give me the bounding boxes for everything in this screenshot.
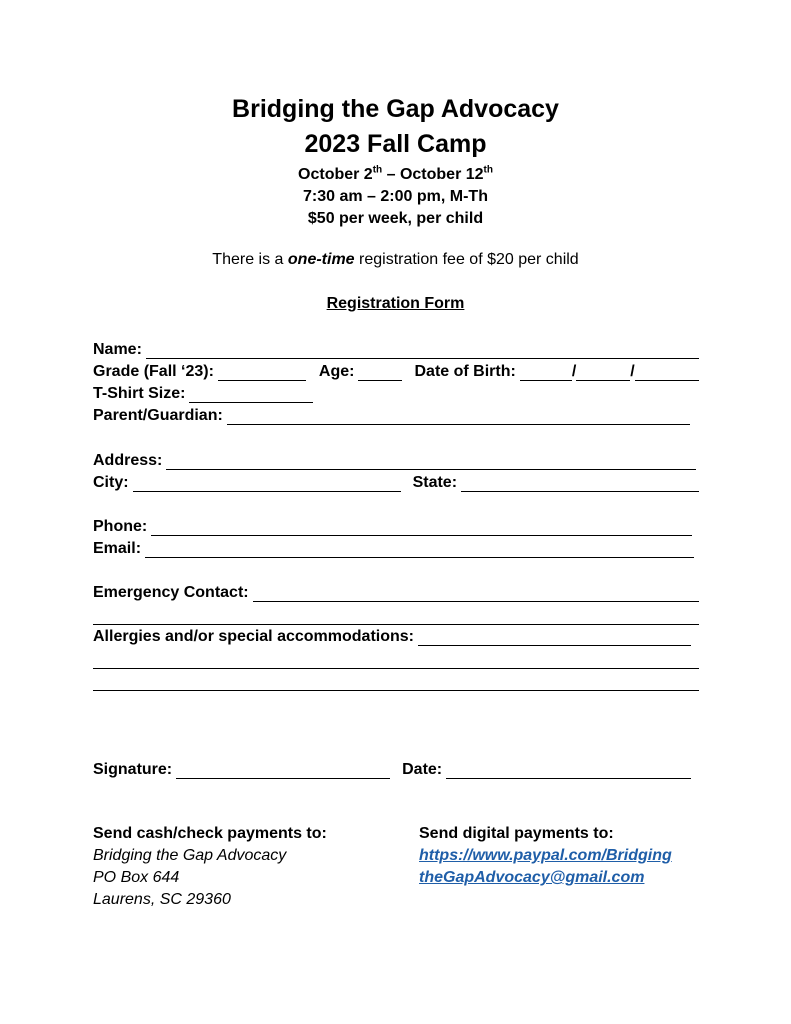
camp-price: $50 per week, per child: [307, 210, 484, 227]
emergency-row: [93, 581, 699, 602]
parent-row: [93, 404, 690, 425]
date-start: October 2: [298, 166, 373, 183]
fee-note-before: There is a: [212, 251, 288, 268]
grade-age-dob-row: [93, 360, 699, 381]
cash-payment-pobox: PO Box 644: [93, 869, 180, 886]
date-end-suffix: th: [483, 164, 493, 176]
emergency-extra-line[interactable]: [93, 603, 699, 625]
allergies-field[interactable]: [418, 630, 691, 646]
city-state-row: [93, 471, 699, 492]
dob-separator: /: [571, 363, 577, 380]
form-heading: Registration Form: [326, 295, 465, 312]
tshirt-label: T-Shirt Size:: [93, 385, 186, 402]
name-field[interactable]: [146, 343, 699, 359]
cash-payment-block: [93, 823, 327, 911]
name-row: [93, 338, 699, 359]
address-label: Address:: [93, 452, 163, 469]
state-label: State:: [412, 474, 458, 491]
email-field[interactable]: [145, 542, 694, 558]
phone-label: Phone:: [93, 518, 148, 535]
dob-year-field[interactable]: [635, 365, 699, 381]
city-label: City:: [93, 474, 129, 491]
allergies-label: Allergies and/or special accommodations:: [93, 628, 414, 645]
dob-separator: /: [630, 363, 635, 380]
dob-month-field[interactable]: [520, 365, 572, 381]
age-label: Age:: [318, 363, 355, 380]
fee-note-emphasis: one-time: [287, 251, 355, 268]
address-row: [93, 449, 696, 470]
date-start-suffix: th: [372, 164, 383, 176]
emergency-field[interactable]: [253, 586, 699, 602]
address-field[interactable]: [166, 454, 696, 470]
email-row: [93, 537, 694, 558]
allergies-extra-line[interactable]: [93, 669, 699, 691]
dob-day-field[interactable]: [576, 365, 630, 381]
paypal-link-line1[interactable]: https://www.paypal.com/Bridging: [419, 847, 672, 864]
grade-field[interactable]: [218, 365, 306, 381]
age-field[interactable]: [358, 365, 402, 381]
camp-hours: 7:30 am – 2:00 pm, M-Th: [303, 188, 488, 205]
parent-field[interactable]: [227, 409, 690, 425]
dob-label: Date of Birth:: [414, 363, 516, 380]
paypal-link-line2[interactable]: theGapAdvocacy@gmail.com: [419, 869, 645, 886]
date-label: Date:: [402, 761, 443, 778]
camp-title: 2023 Fall Camp: [304, 130, 487, 158]
parent-label: Parent/Guardian:: [93, 407, 223, 424]
email-label: Email:: [93, 540, 142, 557]
city-field[interactable]: [133, 476, 401, 492]
phone-field[interactable]: [151, 520, 692, 536]
digital-payment-block: [419, 823, 672, 889]
signature-label: Signature:: [93, 761, 173, 778]
date-field[interactable]: [446, 763, 691, 779]
name-label: Name:: [93, 341, 142, 358]
emergency-label: Emergency Contact:: [93, 584, 249, 601]
date-end: – October 12: [382, 166, 484, 183]
signature-row: [93, 758, 691, 779]
cash-payment-heading: Send cash/check payments to:: [93, 825, 327, 842]
state-field[interactable]: [461, 476, 699, 492]
allergies-extra-line[interactable]: [93, 647, 699, 669]
org-title: Bridging the Gap Advocacy: [232, 95, 559, 123]
signature-field[interactable]: [176, 763, 390, 779]
camp-dates: [0, 166, 791, 184]
tshirt-row: [93, 382, 699, 403]
grade-label: Grade (Fall ‘23):: [93, 363, 214, 380]
digital-payment-heading: Send digital payments to:: [419, 825, 614, 842]
phone-row: [93, 515, 692, 536]
allergies-row: [93, 625, 691, 646]
fee-note-after: registration fee of $20 per child: [354, 251, 579, 268]
registration-fee-note: [0, 251, 791, 269]
cash-payment-org: Bridging the Gap Advocacy: [93, 847, 287, 864]
tshirt-field[interactable]: [189, 387, 313, 403]
cash-payment-city: Laurens, SC 29360: [93, 891, 231, 908]
